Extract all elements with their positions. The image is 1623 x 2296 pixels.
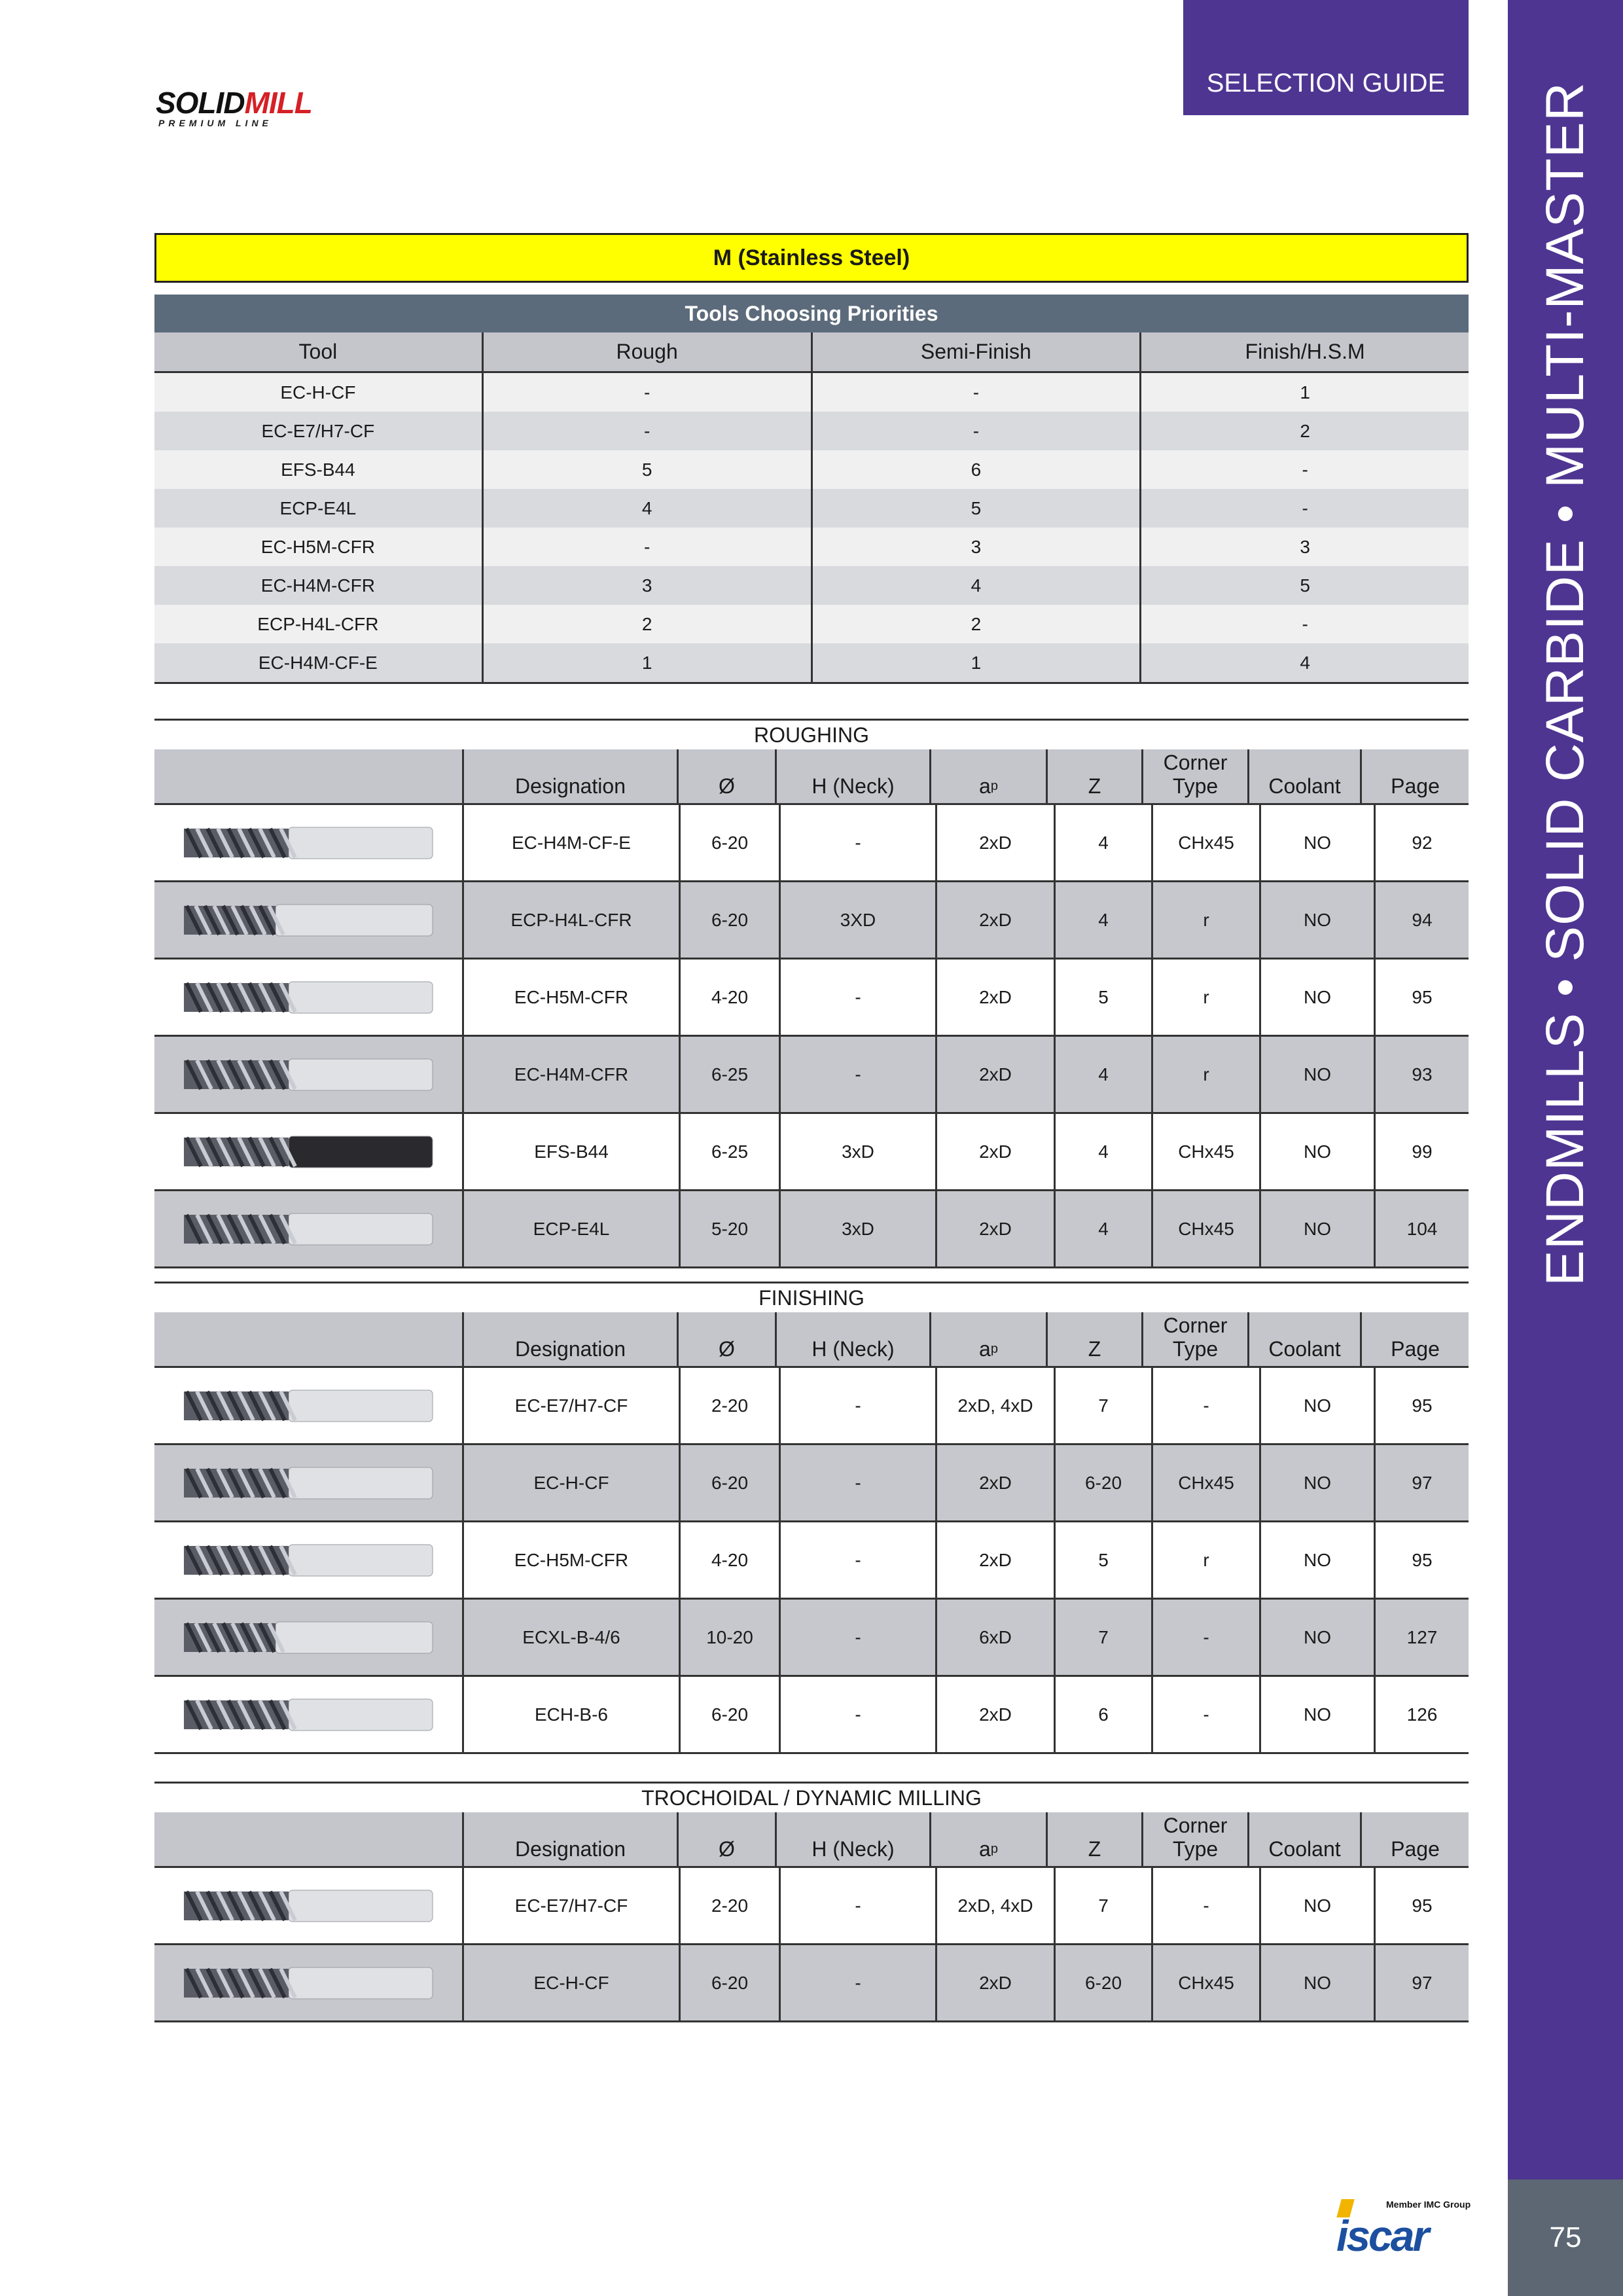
endmill-multi-flute-icon xyxy=(171,1457,446,1509)
designation-cell: EC-H5M-CFR xyxy=(462,960,679,1035)
coolant-cell: NO xyxy=(1259,1868,1374,1943)
finish-cell: 1 xyxy=(1139,373,1469,412)
ap-label: a xyxy=(979,1837,991,1861)
corner-type-cell: CHx45 xyxy=(1151,1445,1259,1520)
priorities-row xyxy=(154,528,1469,566)
diameter-cell: 6-20 xyxy=(679,1945,779,2020)
semi-finish-cell: 6 xyxy=(811,450,1140,489)
diameter-cell: 6-25 xyxy=(679,1037,779,1112)
z-col-header: Z xyxy=(1046,749,1141,803)
priorities-row xyxy=(154,643,1469,684)
coolant-cell: NO xyxy=(1259,960,1374,1035)
ap-subscript: p xyxy=(990,779,998,793)
z-col-header: Z xyxy=(1046,1812,1141,1866)
tool-cell: EC-E7/H7-CF xyxy=(261,420,375,441)
corner-type-cell: - xyxy=(1151,1677,1259,1752)
image-col-header xyxy=(154,1812,462,1866)
diameter-col-header: Ø xyxy=(677,1812,775,1866)
ap-subscript: p xyxy=(990,1842,998,1856)
coolant-cell: NO xyxy=(1259,1522,1374,1598)
designation-cell: ECXL-B-4/6 xyxy=(462,1600,679,1675)
endmill-7-flute-icon xyxy=(171,1380,446,1432)
page-col-header: Page xyxy=(1360,749,1469,803)
ap-cell: 2xD xyxy=(935,1191,1054,1266)
priorities-row xyxy=(154,373,1469,412)
diameter-cell: 10-20 xyxy=(679,1600,779,1675)
tool-image-cell xyxy=(154,1522,462,1598)
corner-type-col-header xyxy=(1141,749,1247,803)
priorities-row xyxy=(154,605,1469,643)
coolant-cell: NO xyxy=(1259,1368,1374,1443)
page-cell: 97 xyxy=(1374,1945,1469,2020)
tool-image-cell xyxy=(154,1600,462,1675)
ap-col-header xyxy=(929,1312,1046,1366)
tool-cell: EFS-B44 xyxy=(281,459,355,480)
col-rough: Rough xyxy=(482,332,811,371)
table-row xyxy=(154,1443,1469,1520)
semi-finish-cell: 2 xyxy=(811,605,1140,643)
tool-image-cell xyxy=(154,1368,462,1443)
corner-label-line2: Type xyxy=(1172,1337,1219,1361)
page-cell: 104 xyxy=(1374,1191,1469,1266)
endmill-5-flute-icon xyxy=(171,971,446,1024)
z-cell: 4 xyxy=(1054,882,1151,958)
semi-finish-cell: 3 xyxy=(811,528,1140,566)
page-cell: 97 xyxy=(1374,1445,1469,1520)
designation-cell: EC-E7/H7-CF xyxy=(462,1868,679,1943)
tool-image-cell xyxy=(154,805,462,880)
tool-cell: EC-H4M-CFR xyxy=(260,575,375,596)
priorities-table xyxy=(154,295,1469,684)
diameter-cell: 6-20 xyxy=(679,1677,779,1752)
endmill-4-flute-icon xyxy=(171,817,446,869)
table-row xyxy=(154,1943,1469,2022)
tool-image-cell xyxy=(154,1677,462,1752)
designation-cell: EC-H5M-CFR xyxy=(462,1522,679,1598)
corner-type-cell: CHx45 xyxy=(1151,1191,1259,1266)
tool-image-cell xyxy=(154,1445,462,1520)
page-cell: 94 xyxy=(1374,882,1469,958)
neck-cell: - xyxy=(779,1037,935,1112)
table-row xyxy=(154,1366,1469,1443)
rough-cell: 5 xyxy=(482,450,811,489)
logo-solid: SOLID xyxy=(156,86,245,120)
finish-cell: 4 xyxy=(1139,643,1469,682)
image-col-header xyxy=(154,749,462,803)
table-row xyxy=(154,1189,1469,1268)
col-finish: Finish/H.S.M xyxy=(1139,332,1469,371)
finishing-header xyxy=(154,1312,1469,1366)
table-row xyxy=(154,1520,1469,1598)
neck-col-header: H (Neck) xyxy=(775,1312,929,1366)
z-cell: 6 xyxy=(1054,1677,1151,1752)
ap-cell: 2xD xyxy=(935,882,1054,958)
rough-cell: - xyxy=(482,528,811,566)
corner-type-cell: CHx45 xyxy=(1151,805,1259,880)
neck-cell: - xyxy=(779,960,935,1035)
neck-cell: - xyxy=(779,1677,935,1752)
roughing-title: ROUGHING xyxy=(154,719,1469,749)
designation-cell: ECP-H4L-CFR xyxy=(462,882,679,958)
z-cell: 5 xyxy=(1054,960,1151,1035)
z-cell: 4 xyxy=(1054,805,1151,880)
priorities-row xyxy=(154,450,1469,489)
diameter-cell: 5-20 xyxy=(679,1191,779,1266)
priorities-body xyxy=(154,373,1469,684)
solidmill-logo xyxy=(156,85,312,128)
corner-type-cell: CHx45 xyxy=(1151,1945,1259,2020)
page-cell: 127 xyxy=(1374,1600,1469,1675)
ap-cell: 2xD xyxy=(935,1114,1054,1189)
rough-cell: - xyxy=(482,373,811,412)
ap-label: a xyxy=(979,1337,991,1361)
corner-type-col-header xyxy=(1141,1312,1247,1366)
designation-cell: EC-E7/H7-CF xyxy=(462,1368,679,1443)
endmill-4-flute-icon xyxy=(171,1049,446,1101)
z-cell: 6-20 xyxy=(1054,1945,1151,2020)
ap-cell: 2xD xyxy=(935,1945,1054,2020)
ap-label: a xyxy=(979,774,991,798)
page-cell: 93 xyxy=(1374,1037,1469,1112)
roughing-section xyxy=(154,719,1469,1268)
z-col-header: Z xyxy=(1046,1312,1141,1366)
priorities-row xyxy=(154,566,1469,605)
col-semi-finish: Semi-Finish xyxy=(811,332,1140,371)
logo-subtitle: PREMIUM LINE xyxy=(158,118,272,128)
rough-cell: 2 xyxy=(482,605,811,643)
tool-cell: EC-H4M-CF-E xyxy=(258,652,378,673)
table-row xyxy=(154,803,1469,880)
neck-cell: - xyxy=(779,1868,935,1943)
ap-subscript: p xyxy=(990,1342,998,1356)
col-tool: Tool xyxy=(298,340,338,363)
corner-label-line2: Type xyxy=(1172,774,1219,798)
semi-finish-cell: 5 xyxy=(811,489,1140,528)
trochoidal-title: TROCHOIDAL / DYNAMIC MILLING xyxy=(154,1782,1469,1812)
trochoidal-section xyxy=(154,1782,1469,2022)
neck-cell: 3XD xyxy=(779,882,935,958)
coolant-cell: NO xyxy=(1259,1037,1374,1112)
rough-cell: 3 xyxy=(482,566,811,605)
priorities-title: Tools Choosing Priorities xyxy=(154,295,1469,332)
logo-mill: MILL xyxy=(244,86,312,120)
ap-cell: 2xD, 4xD xyxy=(935,1368,1054,1443)
priorities-row xyxy=(154,412,1469,450)
designation-cell: ECH-B-6 xyxy=(462,1677,679,1752)
ap-cell: 2xD xyxy=(935,1445,1054,1520)
corner-type-cell: r xyxy=(1151,1037,1259,1112)
corner-type-cell: CHx45 xyxy=(1151,1114,1259,1189)
corner-label-line1: Corner xyxy=(1163,1314,1228,1337)
tool-image-cell xyxy=(154,1037,462,1112)
roughing-rows xyxy=(154,803,1469,1268)
designation-cell: ECP-E4L xyxy=(462,1191,679,1266)
finish-cell: 3 xyxy=(1139,528,1469,566)
logo-wordmark xyxy=(156,85,312,120)
coolant-col-header: Coolant xyxy=(1247,749,1360,803)
semi-finish-cell: 1 xyxy=(811,643,1140,682)
coolant-cell: NO xyxy=(1259,1677,1374,1752)
diameter-cell: 4-20 xyxy=(679,1522,779,1598)
finish-cell: - xyxy=(1139,605,1469,643)
page-cell: 95 xyxy=(1374,1522,1469,1598)
priorities-header xyxy=(154,332,1469,373)
diameter-cell: 2-20 xyxy=(679,1868,779,1943)
corner-label-line1: Corner xyxy=(1163,1814,1228,1837)
z-cell: 7 xyxy=(1054,1368,1151,1443)
designation-cell: EC-H-CF xyxy=(462,1445,679,1520)
rough-cell: 1 xyxy=(482,643,811,682)
neck-cell: 3xD xyxy=(779,1114,935,1189)
page-cell: 126 xyxy=(1374,1677,1469,1752)
selection-guide-tab: SELECTION GUIDE xyxy=(1183,0,1469,115)
roughing-header xyxy=(154,749,1469,803)
semi-finish-cell: 4 xyxy=(811,566,1140,605)
diameter-cell: 2-20 xyxy=(679,1368,779,1443)
coolant-cell: NO xyxy=(1259,882,1374,958)
designation-cell: EFS-B44 xyxy=(462,1114,679,1189)
neck-col-header: H (Neck) xyxy=(775,1812,929,1866)
diameter-col-header: Ø xyxy=(677,749,775,803)
coolant-col-header: Coolant xyxy=(1247,1312,1360,1366)
page-cell: 95 xyxy=(1374,1368,1469,1443)
table-row xyxy=(154,1866,1469,1943)
iscar-member-text: Member IMC Group xyxy=(1386,2199,1471,2210)
priorities-row xyxy=(154,489,1469,528)
tool-image-cell xyxy=(154,882,462,958)
ap-cell: 2xD xyxy=(935,1522,1054,1598)
corner-label-line1: Corner xyxy=(1163,751,1228,774)
designation-col-header: Designation xyxy=(462,749,677,803)
designation-col-header: Designation xyxy=(462,1812,677,1866)
page-col-header: Page xyxy=(1360,1312,1469,1366)
finishing-section xyxy=(154,1282,1469,1754)
corner-type-cell: - xyxy=(1151,1868,1259,1943)
coolant-cell: NO xyxy=(1259,1114,1374,1189)
z-cell: 5 xyxy=(1054,1522,1151,1598)
iscar-wordmark: iscar xyxy=(1336,2212,1428,2260)
designation-cell: EC-H-CF xyxy=(462,1945,679,2020)
tool-image-cell xyxy=(154,1191,462,1266)
ap-cell: 2xD, 4xD xyxy=(935,1868,1054,1943)
endmill-4-flute-long-neck-icon xyxy=(171,894,446,946)
z-cell: 4 xyxy=(1054,1114,1151,1189)
endmill-6-flute-icon xyxy=(171,1689,446,1741)
corner-type-cell: r xyxy=(1151,882,1259,958)
z-cell: 7 xyxy=(1054,1600,1151,1675)
ap-cell: 2xD xyxy=(935,805,1054,880)
ap-cell: 2xD xyxy=(935,1037,1054,1112)
finish-cell: 5 xyxy=(1139,566,1469,605)
page-number: 75 xyxy=(1508,2179,1623,2296)
table-row xyxy=(154,1035,1469,1112)
page-cell: 92 xyxy=(1374,805,1469,880)
corner-type-col-header xyxy=(1141,1812,1247,1866)
corner-type-cell: - xyxy=(1151,1368,1259,1443)
ap-col-header xyxy=(929,749,1046,803)
diameter-cell: 4-20 xyxy=(679,960,779,1035)
iscar-logo xyxy=(1336,2199,1471,2260)
neck-cell: - xyxy=(779,1600,935,1675)
z-cell: 7 xyxy=(1054,1868,1151,1943)
corner-type-cell: r xyxy=(1151,960,1259,1035)
endmill-4-flute-icon xyxy=(171,1203,446,1255)
rough-cell: - xyxy=(482,412,811,450)
tool-image-cell xyxy=(154,960,462,1035)
table-row xyxy=(154,880,1469,958)
diameter-cell: 6-25 xyxy=(679,1114,779,1189)
neck-cell: - xyxy=(779,1522,935,1598)
ap-cell: 2xD xyxy=(935,1677,1054,1752)
page-col-header: Page xyxy=(1360,1812,1469,1866)
diameter-col-header: Ø xyxy=(677,1312,775,1366)
corner-type-cell: - xyxy=(1151,1600,1259,1675)
table-row xyxy=(154,958,1469,1035)
table-row xyxy=(154,1598,1469,1675)
finishing-rows xyxy=(154,1366,1469,1754)
coolant-col-header: Coolant xyxy=(1247,1812,1360,1866)
ap-cell: 6xD xyxy=(935,1600,1054,1675)
material-banner: M (Stainless Steel) xyxy=(154,233,1469,283)
ap-col-header xyxy=(929,1812,1046,1866)
finish-cell: - xyxy=(1139,489,1469,528)
designation-col-header: Designation xyxy=(462,1312,677,1366)
z-cell: 4 xyxy=(1054,1037,1151,1112)
neck-cell: - xyxy=(779,1945,935,2020)
trochoidal-header xyxy=(154,1812,1469,1866)
side-band-title: ENDMILLS • SOLID CARBIDE • MULTI-MASTER xyxy=(1535,82,1595,1286)
z-cell: 4 xyxy=(1054,1191,1151,1266)
endmill-extra-long-icon xyxy=(171,1611,446,1664)
neck-col-header: H (Neck) xyxy=(775,749,929,803)
endmill-multi-flute-icon xyxy=(171,1957,446,2009)
endmill-5-flute-icon xyxy=(171,1534,446,1587)
table-row xyxy=(154,1675,1469,1754)
neck-cell: 3xD xyxy=(779,1191,935,1266)
neck-cell: - xyxy=(779,805,935,880)
finish-cell: - xyxy=(1139,450,1469,489)
coolant-cell: NO xyxy=(1259,1945,1374,2020)
page-cell: 99 xyxy=(1374,1114,1469,1189)
designation-cell: EC-H4M-CF-E xyxy=(462,805,679,880)
tool-cell: ECP-E4L xyxy=(279,497,357,518)
coolant-cell: NO xyxy=(1259,1600,1374,1675)
tool-image-cell xyxy=(154,1868,462,1943)
neck-cell: - xyxy=(779,1445,935,1520)
endmill-coated-shank-icon xyxy=(171,1126,446,1178)
corner-type-cell: r xyxy=(1151,1522,1259,1598)
semi-finish-cell: - xyxy=(811,412,1140,450)
finish-cell: 2 xyxy=(1139,412,1469,450)
corner-label-line2: Type xyxy=(1172,1837,1219,1861)
endmill-7-flute-icon xyxy=(171,1880,446,1932)
coolant-cell: NO xyxy=(1259,1191,1374,1266)
diameter-cell: 6-20 xyxy=(679,1445,779,1520)
tool-cell: ECP-H4L-CFR xyxy=(257,613,379,634)
neck-cell: - xyxy=(779,1368,935,1443)
tool-image-cell xyxy=(154,1945,462,2020)
diameter-cell: 6-20 xyxy=(679,805,779,880)
rough-cell: 4 xyxy=(482,489,811,528)
page-cell: 95 xyxy=(1374,960,1469,1035)
tool-cell: EC-H5M-CFR xyxy=(260,536,375,557)
trochoidal-rows xyxy=(154,1866,1469,2022)
ap-cell: 2xD xyxy=(935,960,1054,1035)
table-row xyxy=(154,1112,1469,1189)
tool-cell: EC-H-CF xyxy=(280,382,356,403)
tool-image-cell xyxy=(154,1114,462,1189)
designation-cell: EC-H4M-CFR xyxy=(462,1037,679,1112)
z-cell: 6-20 xyxy=(1054,1445,1151,1520)
coolant-cell: NO xyxy=(1259,1445,1374,1520)
image-col-header xyxy=(154,1312,462,1366)
semi-finish-cell: - xyxy=(811,373,1140,412)
diameter-cell: 6-20 xyxy=(679,882,779,958)
page-cell: 95 xyxy=(1374,1868,1469,1943)
finishing-title: FINISHING xyxy=(154,1282,1469,1312)
coolant-cell: NO xyxy=(1259,805,1374,880)
